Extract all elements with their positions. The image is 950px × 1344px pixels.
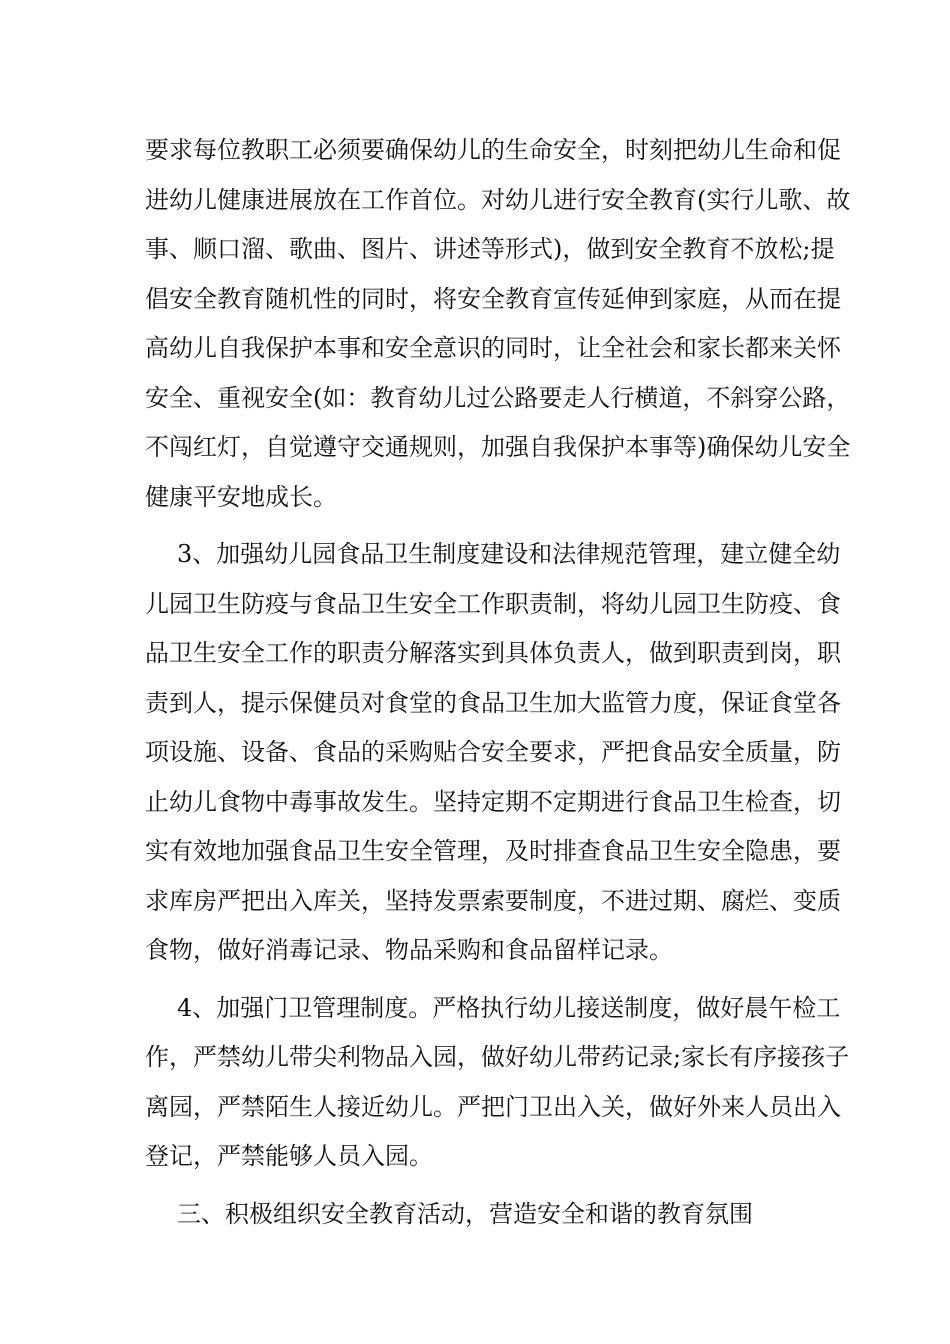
text-line: 事、顺口溜、歌曲、图片、讲述等形式)，做到安全教育不放松;提	[145, 235, 835, 263]
paragraph-gap	[145, 522, 815, 530]
text-line: 3、加强幼儿园食品卫生制度建设和法律规范管理，建立健全幼	[177, 540, 841, 568]
paragraph-gate-management	[145, 984, 850, 1182]
text-line: 止幼儿食物中毒事故发生。坚持定期不定期进行食品卫生检查，切	[145, 787, 841, 816]
text-line: 不闯红灯，自觉遵守交通规则，加强自我保护本事等)确保幼儿安全	[145, 433, 851, 461]
text-line: 求库房严把出入库关，坚持发票索要制度，不进过期、腐烂、变质	[145, 886, 841, 915]
text-line: 进幼儿健康进展放在工作首位。对幼儿进行安全教育(实行儿歌、故	[145, 185, 851, 214]
text-line: 健康平安地成长。	[145, 482, 337, 511]
text-line: 要求每位教职工必须要确保幼儿的生命安全，时刻把幼儿生命和促	[145, 136, 841, 164]
text-line: 登记，严禁能够人员入园。	[145, 1142, 433, 1170]
paragraph-gap	[145, 1182, 815, 1190]
text-line: 项设施、设备、食品的采购贴合安全要求，严把食品安全质量，防	[145, 738, 841, 766]
text-line: 安全、重视安全(如：教育幼儿过公路要走人行横道，不斜穿公路，	[145, 383, 851, 412]
paragraph-food-hygiene	[145, 530, 841, 976]
paragraph-gap	[145, 976, 815, 984]
text-line: 责到人，提示保健员对食堂的食品卫生加大监管力度，保证食堂各	[145, 688, 841, 717]
section-heading-text: 三、积极组织安全教育活动，营造安全和谐的教育氛围	[177, 1199, 753, 1228]
text-line: 高幼儿自我保护本事和安全意识的同时，让全社会和家长都来关怀	[145, 334, 841, 362]
section-heading	[145, 1190, 815, 1240]
text-line: 离园，严禁陌生人接近幼儿。严把门卫出入关，做好外来人员出入	[145, 1092, 841, 1121]
text-line: 品卫生安全工作的职责分解落实到具体负责人，做到职责到岗，职	[145, 639, 841, 667]
text-line: 倡安全教育随机性的同时，将安全教育宣传延伸到家庭，从而在提	[145, 284, 841, 313]
text-line: 食物，做好消毒记录、物品采购和食品留样记录。	[145, 936, 673, 964]
text-line: 儿园卫生防疫与食品卫生安全工作职责制，将幼儿园卫生防疫、食	[145, 589, 841, 618]
text-line: 4、加强门卫管理制度。严格执行幼儿接送制度，做好晨午检工	[177, 993, 841, 1022]
document-body	[145, 126, 851, 1239]
paragraph-safety-education	[145, 126, 851, 522]
text-line: 作，严禁幼儿带尖利物品入园，做好幼儿带药记录;家长有序接孩子	[145, 1043, 850, 1071]
text-line: 实有效地加强食品卫生安全管理，及时排查食品卫生安全隐患，要	[145, 837, 841, 865]
